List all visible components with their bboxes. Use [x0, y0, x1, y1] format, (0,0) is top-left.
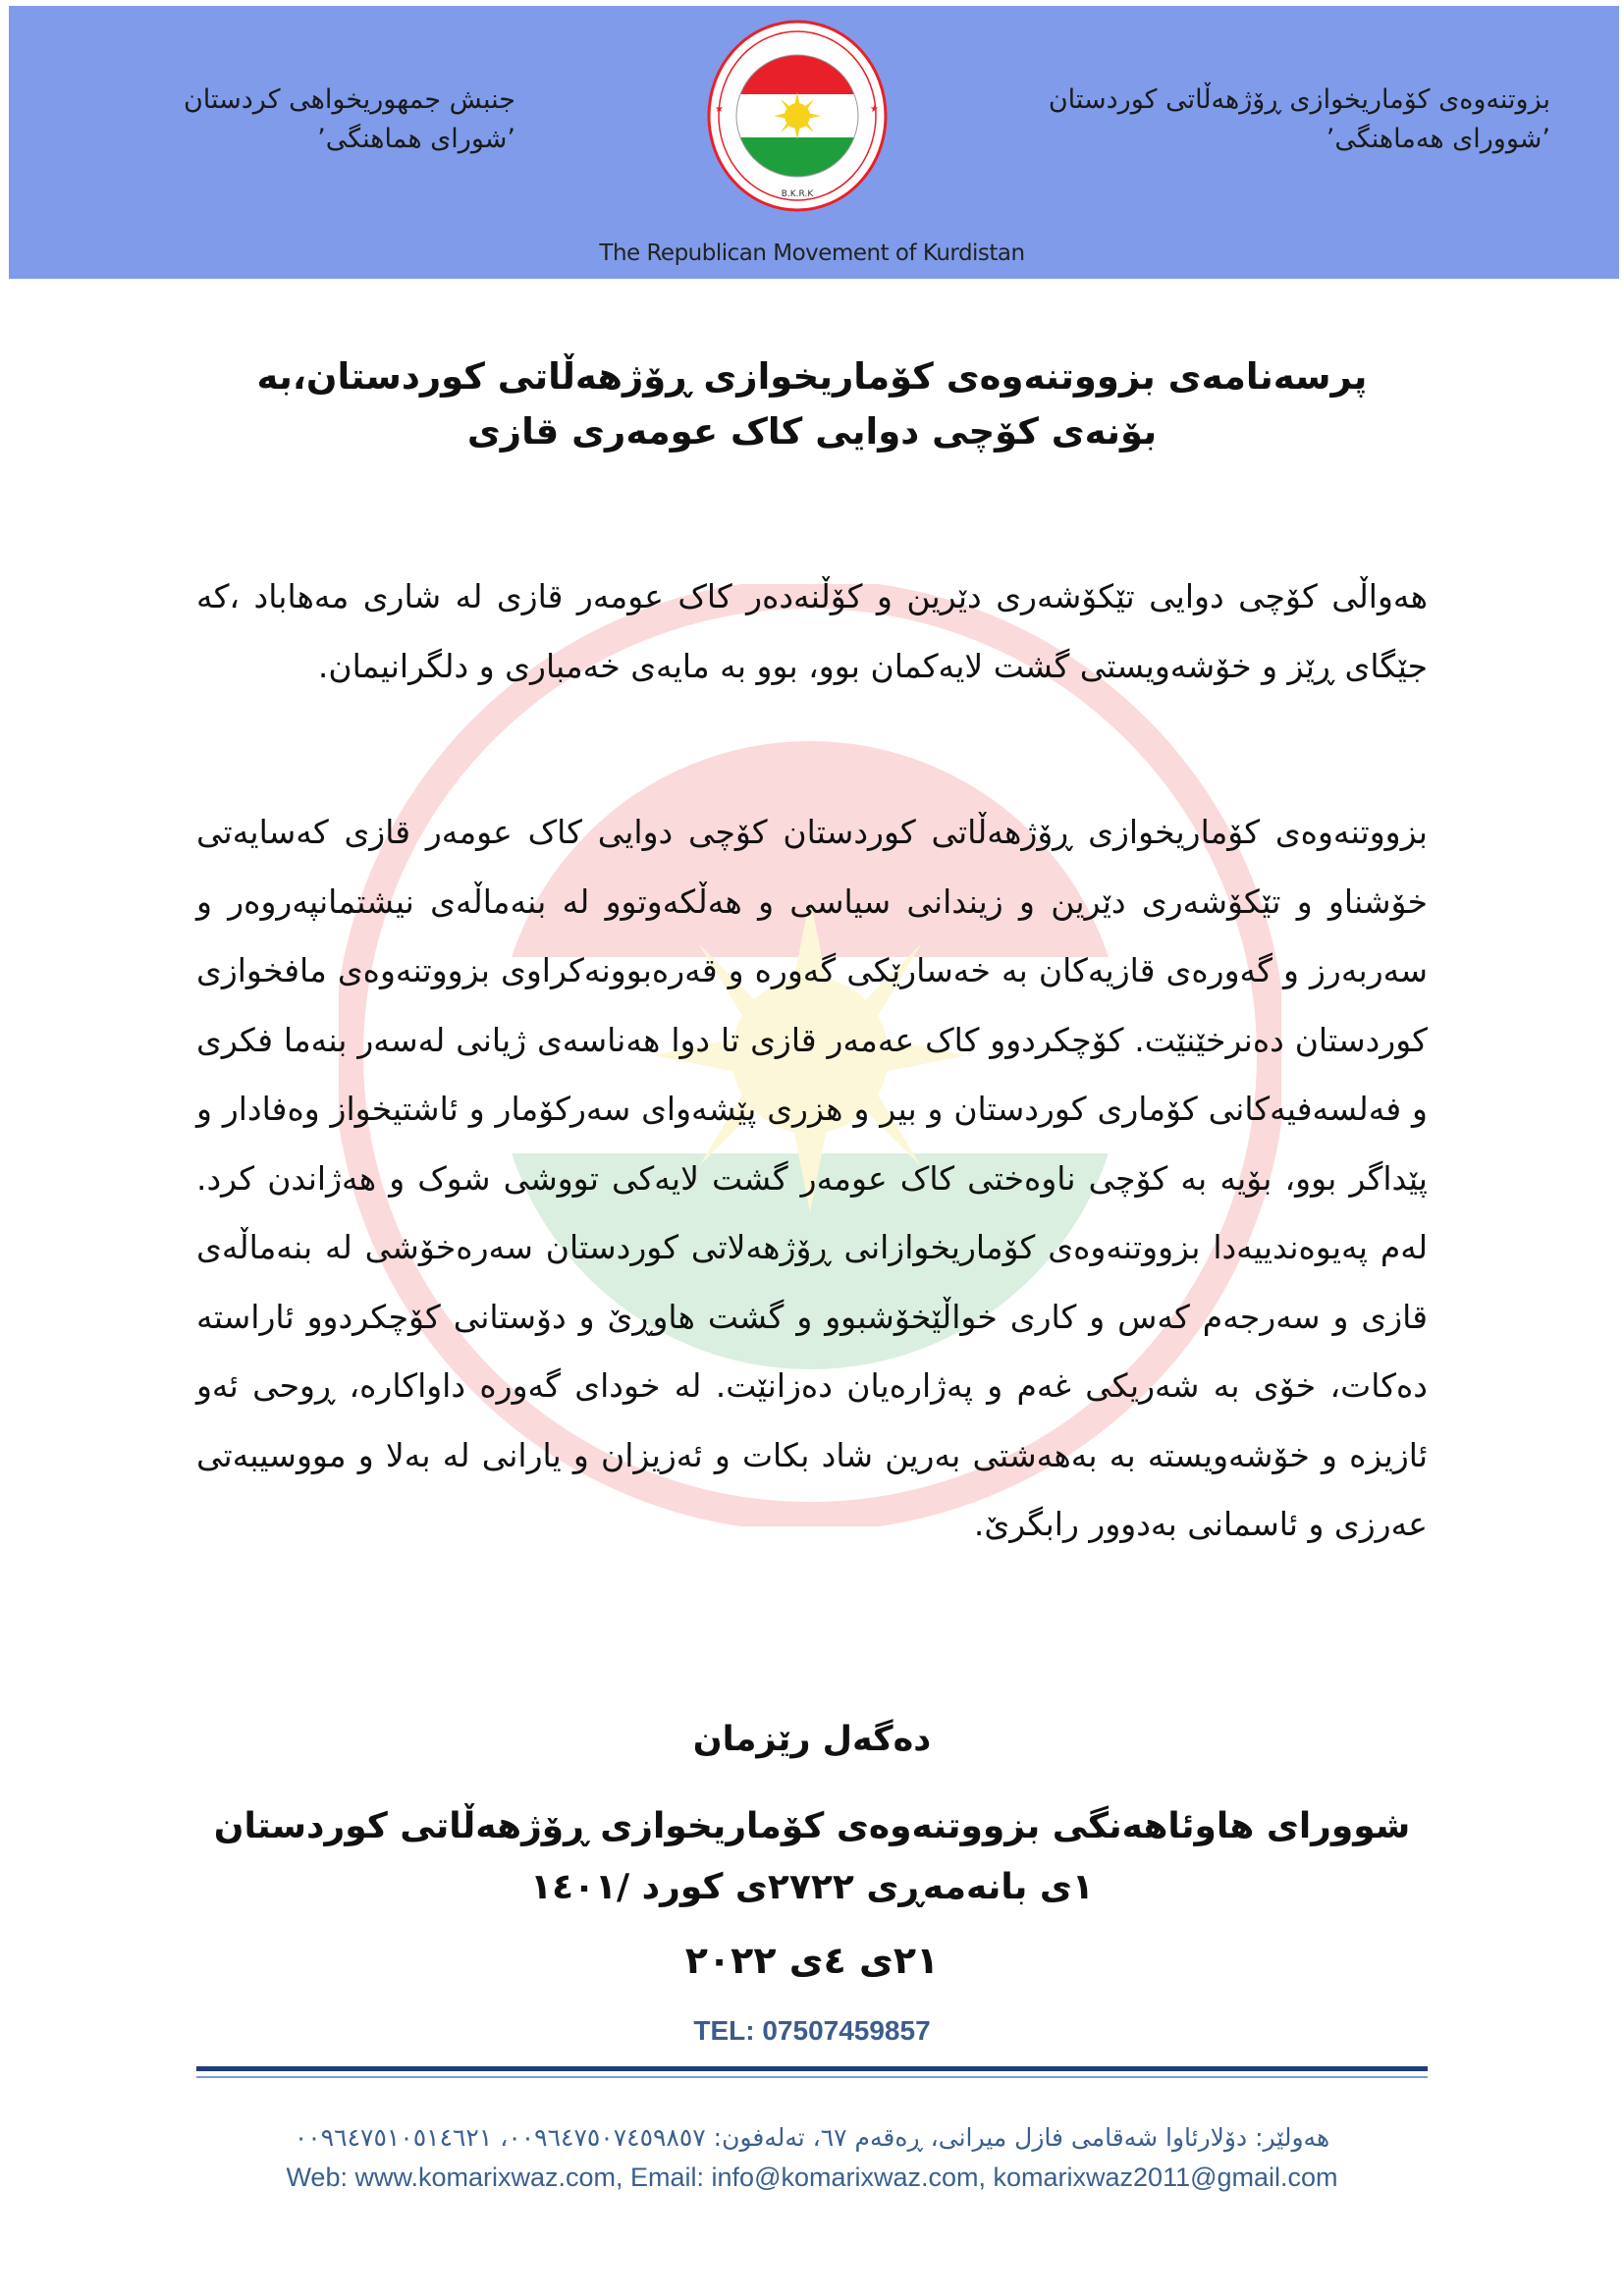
body-paragraph-2: بزووتنەوەی کۆماریخوازی ڕۆژهەڵاتی کوردستان کۆچی دوایی کاک عومەر قازی کەسایەتی خۆشناو و تێکۆشەری دێرین و زیندانی سیاسی و هەڵکەوتوو لە بنەماڵەی نیشتمانپەروەر و سەربەرز و گەورەی قازیەکان بە خەسارێکی گەورە و قەرەبوونەکراوی بزووتنەوەی مافخوازی کوردستان دەنرخێنێت. کۆچکردوو کاک عەمەر قازی تا دوا هەناسەی ژیانی لەسەر بنەما فکری و فەلسەفیەکانی کۆماری کوردستان و بیر و هزری پێشەوای سەرکۆمار و ئاشتیخواز وەفادار و پێداگر بوو، بۆیە بە کۆچی ناوەختی کاک عومەر گشت لایەکی تووشی شوک و هەژاندن کرد. لەم پەیوەندییەدا بزووتنەوەی کۆماریخوازانی ڕۆژهەلاتی کوردستان سەرەخۆشی لە بنەماڵەی قازی و سەرجەم کەس و کاری خواڵێخۆشبوو و گشت هاوڕێ و دۆستانی کۆچکردوو ئاراستە دەکات، خۆی بە شەریکی غەم و پەژارەیان دەزانێت. لە خودای گەورە داواکارە، ڕوحی ئەو ئازیزە و خۆشەویستە بە بەهەشتی بەرین شاد بکات و ئەزیزان و یارانی لە بەلا و مووسیبەتی عەرزی و ئاسمانی بەدوور رابگرێ.	[196, 813, 1428, 1543]
kurdish-date: ١ی بانەمەڕی ٢٧٢٢ی کورد /١٤٠١	[530, 1867, 1094, 1907]
header-org-persian-line2: ’شورای هماهنگی’	[317, 124, 515, 154]
logo-initials: B.K.R.K	[781, 189, 814, 199]
organization-logo	[705, 18, 890, 226]
gregorian-date: ٢١ی ٤ی ٢٠٢٢	[684, 1939, 940, 1982]
document-title	[196, 349, 1428, 459]
body-paragraph-1: هەواڵی کۆچی دوایی تێکۆشەری دێرین و کۆڵنەدەر کاک عومەر قازی لە شاری مەهاباد ،کە جێگای ڕێز و خۆشەویستی گشت لایەکمان بوو، بوو بە مایەی خەمباری و دلگرانیمان.	[196, 577, 1428, 685]
signoff: دەگەل رێزمان	[692, 1720, 932, 1759]
footer-web-email: Web: www.komarixwaz.com, Email: info@komarixwaz.com, komarixwaz2011@gmail.com	[286, 2163, 1338, 2192]
footer-address: هەولێر: دۆلارئاوا شەقامی فازل میرانی، ڕەقەم ٦٧، تەلەفون: ٠٠٩٦٤٧٥٠٧٤٥٩٨٥٧، ٠٠٩٦٤٧٥١٠٥١٤٦٢١	[294, 2123, 1330, 2152]
svg-text:★: ★	[870, 104, 879, 115]
footer-divider-thick	[196, 2066, 1428, 2071]
document-title-line2: بۆنەی کۆچی دوایی کاک عومەری قازی	[466, 410, 1158, 453]
header-org-kurdish-line2: ’شووراى هەماهنگی’	[1326, 124, 1550, 154]
svg-text:★: ★	[715, 104, 724, 115]
header-org-persian	[162, 80, 515, 159]
header-org-persian-line1: جنبش جمهوریخواهی کردستان	[183, 84, 515, 115]
document-title-line1: پرسەنامەی بزووتنەوەی کۆماریخوازی ڕۆژهەڵاتی کوردستان،بە	[256, 355, 1368, 398]
telephone: TEL: 07507459857	[693, 2015, 931, 2046]
header-org-kurdish	[1049, 80, 1550, 159]
header-org-kurdish-line1: بزوتنەوەی کۆماریخوازی ڕۆژهەڵاتی کوردستان	[1048, 84, 1550, 115]
logo-subtitle: The Republican Movement of Kurdistan	[599, 240, 1025, 266]
footer-divider-thin	[196, 2076, 1428, 2078]
council-name: شووراى هاوئاهەنگی بزووتنەوەی کۆماریخوازی ڕۆژهەڵاتی کوردستان	[213, 1806, 1411, 1846]
council-signature	[196, 1796, 1428, 1918]
